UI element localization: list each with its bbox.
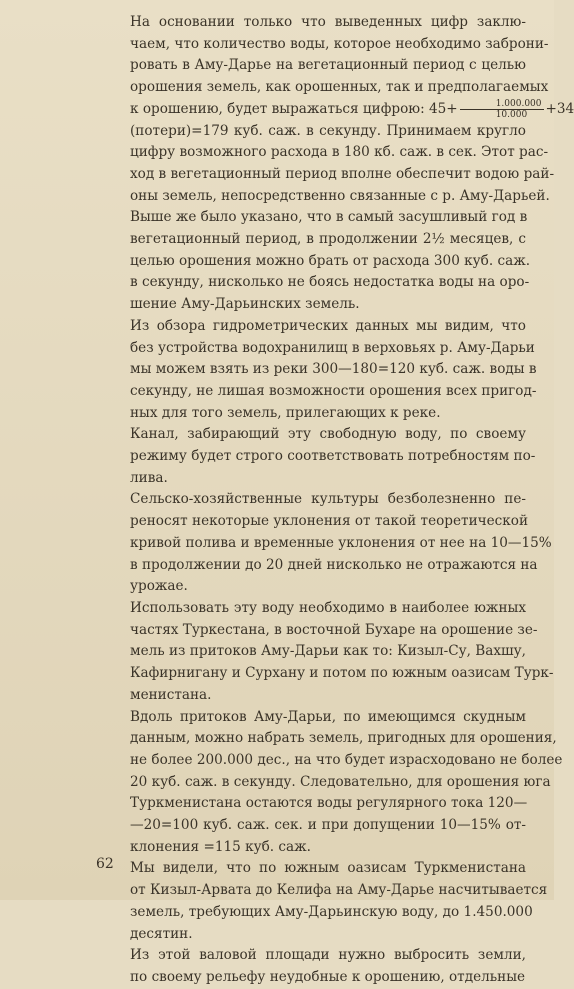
text-line: вегетационный период, в продолжении 2½ месяцев, с bbox=[96, 229, 526, 251]
text-line: целью орошения можно брать от расхода 300 куб. саж. bbox=[96, 251, 526, 273]
text-line: в секунду, нисколько не боясь недостатка воды на оро- bbox=[96, 272, 526, 294]
fraction-denominator: 10.000 bbox=[460, 110, 544, 120]
text-line: кривой полива и временные уклонения от нее на 10—15% bbox=[96, 533, 526, 555]
text-line: цифру возможного расхода в 180 кб. саж. в сек. Этот рас- bbox=[96, 142, 526, 164]
text-line: ход в вегетационный период вполне обеспечит водою рай- bbox=[96, 164, 526, 186]
text-line: менистана. bbox=[96, 685, 526, 707]
text-line: (потери)=179 куб. саж. в секунду. Принимаем кругло bbox=[96, 121, 526, 143]
text-line: без устройства водохранилищ в верховьях р. Аму-Дарьи bbox=[96, 338, 526, 360]
text-line: мы можем взять из реки 300—180=120 куб. саж. воды в bbox=[96, 359, 526, 381]
text-line: Вдоль притоков Аму-Дарьи, по имеющимся скудным bbox=[96, 707, 526, 729]
text-line: урожае. bbox=[96, 576, 526, 598]
formula-before: к орошению, будет выражаться цифрою: 45+ bbox=[130, 101, 458, 117]
text-line: Туркменистана остаются воды регулярного тока 120— bbox=[96, 793, 526, 815]
text-line: клонения =115 куб. саж. bbox=[96, 837, 526, 859]
text-line: Мы видели, что по южным оазисам Туркменистана bbox=[96, 858, 526, 880]
text-line: от Кизыл-Арвата до Келифа на Аму-Дарье насчитывается bbox=[96, 880, 526, 902]
text-line: не более 200.000 дес., на что будет израсходовано не более bbox=[96, 750, 526, 772]
text-line: земель, требующих Аму-Дарьинскую воду, до 1.450.000 bbox=[96, 902, 526, 924]
text-line: Из обзора гидрометрических данных мы видим, что bbox=[96, 316, 526, 338]
text-line: Сельско-хозяйственные культуры безболезненно пе- bbox=[96, 489, 526, 511]
text-line: данным, можно набрать земель, пригодных для орошения, bbox=[96, 728, 526, 750]
text-line: ровать в Аму-Дарье на вегетационный период с целью bbox=[96, 55, 526, 77]
paragraph-p4 bbox=[96, 489, 526, 598]
text-line: оны земель, непосредственно связанные с р. Аму-Дарьей. bbox=[96, 186, 526, 208]
fraction-numerator: 1.000.000 bbox=[460, 99, 544, 110]
text-line: 20 куб. саж. в секунду. Следовательно, для орошения юга bbox=[96, 772, 526, 794]
text-line: шение Аму-Дарьинских земель. bbox=[96, 294, 526, 316]
paragraph-p5 bbox=[96, 598, 526, 707]
text-line: чаем, что количество воды, которое необходимо заброни- bbox=[96, 34, 526, 56]
paragraph-p7 bbox=[96, 858, 526, 945]
formula-after: +34 bbox=[546, 101, 574, 117]
text-line: —20=100 куб. саж. сек. и при допущении 10—15% от- bbox=[96, 815, 526, 837]
text-line: десятин. bbox=[96, 924, 526, 946]
text-line: Выше же было указано, что в самый засушливый год в bbox=[96, 207, 526, 229]
text-line: мель из притоков Аму-Дарьи как то: Кизыл-Су, Вахшу, bbox=[96, 641, 526, 663]
text-line: Кафирнигану и Сурхану и потом по южным оазисам Турк- bbox=[96, 663, 526, 685]
text-line: частях Туркестана, в восточной Бухаре на орошение зе- bbox=[96, 620, 526, 642]
page-number: 62 bbox=[96, 856, 114, 872]
text-line: ных для того земель, прилегающих к реке. bbox=[96, 403, 526, 425]
text-line: Канал, забирающий эту свободную воду, по своему bbox=[96, 424, 526, 446]
body-text bbox=[96, 12, 526, 989]
text-line: Использовать эту воду необходимо в наиболее южных bbox=[96, 598, 526, 620]
text-line: Из этой валовой площади нужно выбросить земли, bbox=[96, 945, 526, 967]
text-line: лива. bbox=[96, 468, 526, 490]
paragraph-p2 bbox=[96, 316, 526, 425]
paragraph-p8 bbox=[96, 945, 526, 988]
text-line: секунду, не лишая возможности орошения всех пригод- bbox=[96, 381, 526, 403]
paragraph-p3 bbox=[96, 424, 526, 489]
text-line: по своему рельефу неудобные к орошению, отдельные bbox=[96, 967, 526, 989]
text-line: реносят некоторые уклонения от такой теоретической bbox=[96, 511, 526, 533]
paragraph-p1 bbox=[96, 12, 526, 316]
formula-line bbox=[96, 99, 526, 121]
text-line: в продолжении до 20 дней нисколько не отражаются на bbox=[96, 555, 526, 577]
text-line: На основании только что выведенных цифр заклю- bbox=[96, 12, 526, 34]
text-line: режиму будет строго соответствовать потребностям по- bbox=[96, 446, 526, 468]
formula-fraction bbox=[460, 99, 544, 120]
paragraph-p6 bbox=[96, 707, 526, 859]
text-line: орошения земель, как орошенных, так и предполагаемых bbox=[96, 77, 526, 99]
